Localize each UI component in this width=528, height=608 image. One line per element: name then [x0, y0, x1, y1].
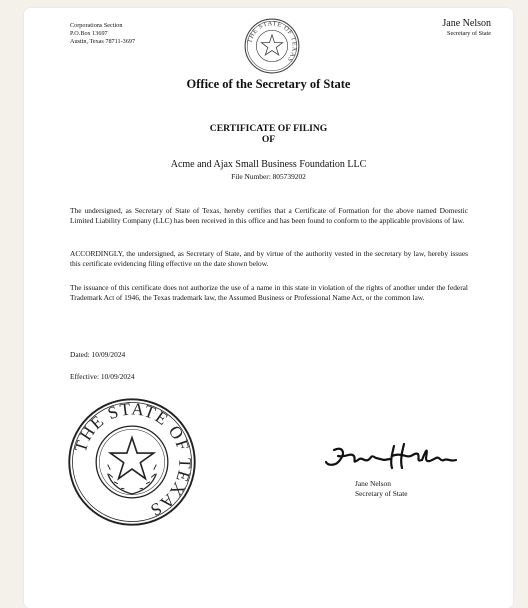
svg-text:THE STATE OF TEXAS: THE STATE OF TEXAS: [70, 399, 195, 521]
file-number: File Number: 805739202: [231, 172, 306, 181]
state-seal-small: [244, 18, 300, 74]
paragraph-accordingly: ACCORDINGLY, the undersigned, as Secretary of State, and by virtue of the authority vested in the secretary by law, hereby issues this certificate evidencing filing effective on the date shown below.: [70, 249, 468, 268]
secretary-title: Secretary of State: [447, 30, 491, 37]
signer-title: Secretary of State: [355, 489, 408, 498]
state-seal-large: [68, 398, 196, 526]
address-line: Corporations Section: [70, 22, 123, 29]
address-block: [70, 22, 135, 46]
svg-text:THE STATE OF TEXAS: THE STATE OF TEXAS: [246, 20, 298, 64]
secretary-name: Jane Nelson: [442, 18, 491, 29]
paragraph-issuance: The issuance of this certificate does not authorize the use of a name in this state in violation of the rights of another under the federal Trademark Act of 1946, the Texas trademark law, the Assumed Business or Professional Name Act, or the common law.: [70, 283, 468, 302]
paragraph-certification: The undersigned, as Secretary of State of Texas, hereby certifies that a Certificate of Formation for the above named Domestic Limited Liability Company (LLC) has been received in this office and has been found to conform to the applicable provisions of law.: [70, 206, 468, 225]
effective-line: Effective: 10/09/2024: [70, 372, 135, 381]
secretary-header: [442, 18, 491, 38]
address-line: P.O.Box 13697: [70, 30, 108, 37]
certificate-page: [24, 8, 513, 608]
dated-line: Dated: 10/09/2024: [70, 350, 126, 359]
certificate-heading: [24, 123, 513, 145]
entity-name: Acme and Ajax Small Business Foundation LLC: [170, 159, 367, 170]
office-title: Office of the Secretary of State: [186, 77, 351, 91]
handwritten-signature: [320, 440, 460, 476]
signer-name: Jane Nelson: [355, 479, 391, 488]
signature-block: [355, 479, 408, 499]
certificate-title: CERTIFICATE OF FILING: [209, 123, 328, 134]
address-line: Austin, Texas 78711-3697: [70, 38, 136, 45]
certificate-of: OF: [261, 134, 276, 145]
